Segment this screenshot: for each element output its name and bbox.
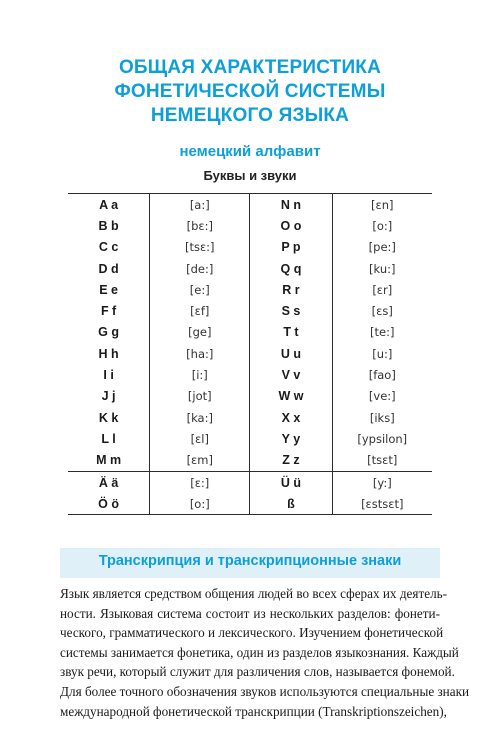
section-title: Транскрипция и транскрипционные знаки (98, 553, 402, 569)
transcription-cell: [ɛf] (150, 300, 250, 321)
letter-cell: G g (98, 325, 119, 340)
body-line: международной фонетической транскрипции (Transkriptionszeichen), (60, 703, 447, 719)
transcription-cell: [tsɛ:] (150, 237, 250, 258)
letter-cell: L l (101, 431, 116, 446)
transcription-cell: [y:] (332, 471, 432, 493)
transcription-cell: [o:] (332, 215, 432, 236)
alphabet-row (68, 258, 432, 279)
transcription-cell: [u:] (332, 343, 432, 364)
letter-cell: O o (250, 215, 332, 236)
alphabet-row (68, 471, 432, 493)
letter-cell: P p (250, 237, 332, 258)
letter-cell: U u (250, 343, 332, 364)
alphabet-row (68, 428, 432, 449)
body-line: системы занимается фонетика, один из разделов языкознания. Каждый (60, 644, 459, 660)
alphabet-table (68, 193, 432, 515)
title-line: НЕМЕЦКОГО ЯЗЫКА (150, 105, 350, 126)
transcription-cell: [bɛ:] (150, 215, 250, 236)
table-heading: Буквы и звуки (203, 168, 297, 183)
letter-cell: ß (250, 493, 332, 515)
transcription-cell: [jot] (150, 386, 250, 407)
letter-cell: S s (250, 300, 332, 321)
transcription-cell: [ypsilon] (332, 428, 432, 449)
transcription-cell: [ɛm] (150, 450, 250, 472)
transcription-cell: [ɛl] (150, 428, 250, 449)
alphabet-row (68, 300, 432, 321)
alphabet-row (68, 364, 432, 385)
letter-cell: W w (250, 386, 332, 407)
transcription-cell: [o:] (150, 493, 250, 515)
letter-cell: N n (250, 194, 332, 216)
title-line: ФОНЕТИЧЕСКОЙ СИСТЕМЫ (114, 81, 386, 102)
letter-cell: Ü ü (250, 471, 332, 493)
letter-cell: R r (250, 279, 332, 300)
alphabet-row (68, 279, 432, 300)
page-title (0, 56, 500, 128)
transcription-cell: [ge] (150, 322, 250, 343)
transcription-cell: [ɛ:] (150, 471, 250, 493)
alphabet-row (68, 450, 432, 472)
transcription-cell: [ve:] (332, 386, 432, 407)
section-subtitle: немецкий алфавит (179, 143, 321, 160)
alphabet-row (68, 194, 432, 216)
transcription-cell: [e:] (150, 279, 250, 300)
letter-cell: B b (98, 218, 119, 233)
letter-cell: M m (96, 453, 122, 468)
title-line: ОБЩАЯ ХАРАКТЕРИСТИКА (118, 57, 382, 78)
letter-cell: A a (68, 194, 150, 216)
transcription-cell: [pe:] (332, 237, 432, 258)
letter-cell: D d (98, 261, 119, 276)
letter-cell: Y y (250, 428, 332, 449)
alphabet-row (68, 237, 432, 258)
body-line: звук речи, который служит для различения слов, называется фонемой. (60, 664, 455, 680)
letter-cell: H h (98, 346, 119, 361)
transcription-cell: [ɛs] (332, 300, 432, 321)
alphabet-row (68, 215, 432, 236)
letter-cell: Q q (250, 258, 332, 279)
transcription-cell: [fao] (332, 364, 432, 385)
transcription-cell: [ɛr] (332, 279, 432, 300)
letter-cell: I i (103, 368, 114, 383)
body-line: ности. Языковая система состоит из нескольких разделов: фонети- (60, 605, 440, 621)
letter-cell: T t (250, 322, 332, 343)
body-line: Для более точного обозначения звуков используются специальные знаки (60, 683, 470, 699)
letter-cell: E e (99, 282, 118, 297)
alphabet-row (68, 493, 432, 515)
letter-cell: V v (250, 364, 332, 385)
transcription-cell: [a:] (150, 194, 250, 216)
transcription-cell: [de:] (150, 258, 250, 279)
letter-cell: X x (250, 407, 332, 428)
body-line: ческого, грамматического и лексического. Изучением фонетической (60, 625, 444, 641)
transcription-cell: [te:] (332, 322, 432, 343)
transcription-cell: [tsɛt] (332, 450, 432, 472)
letter-cell: F f (100, 304, 117, 319)
transcription-cell: [i:] (150, 364, 250, 385)
letter-cell: K k (98, 410, 119, 425)
transcription-cell: [ɛstsɛt] (332, 493, 432, 515)
alphabet-row (68, 343, 432, 364)
transcription-cell: [iks] (332, 407, 432, 428)
transcription-cell: [ku:] (332, 258, 432, 279)
alphabet-row (68, 407, 432, 428)
letter-cell: Ä ä (68, 471, 150, 493)
alphabet-row (68, 386, 432, 407)
letter-cell: C c (98, 240, 119, 255)
body-line: Язык является средством общения людей во всех сферах их деятель- (60, 586, 448, 601)
alphabet-row (68, 322, 432, 343)
body-paragraph (60, 584, 470, 721)
transcription-cell: [ɛn] (332, 194, 432, 216)
transcription-cell: [ka:] (150, 407, 250, 428)
transcription-cell: [ha:] (150, 343, 250, 364)
letter-cell: Z z (250, 450, 332, 472)
letter-cell: Ö ö (68, 493, 150, 515)
letter-cell: J j (101, 389, 116, 404)
